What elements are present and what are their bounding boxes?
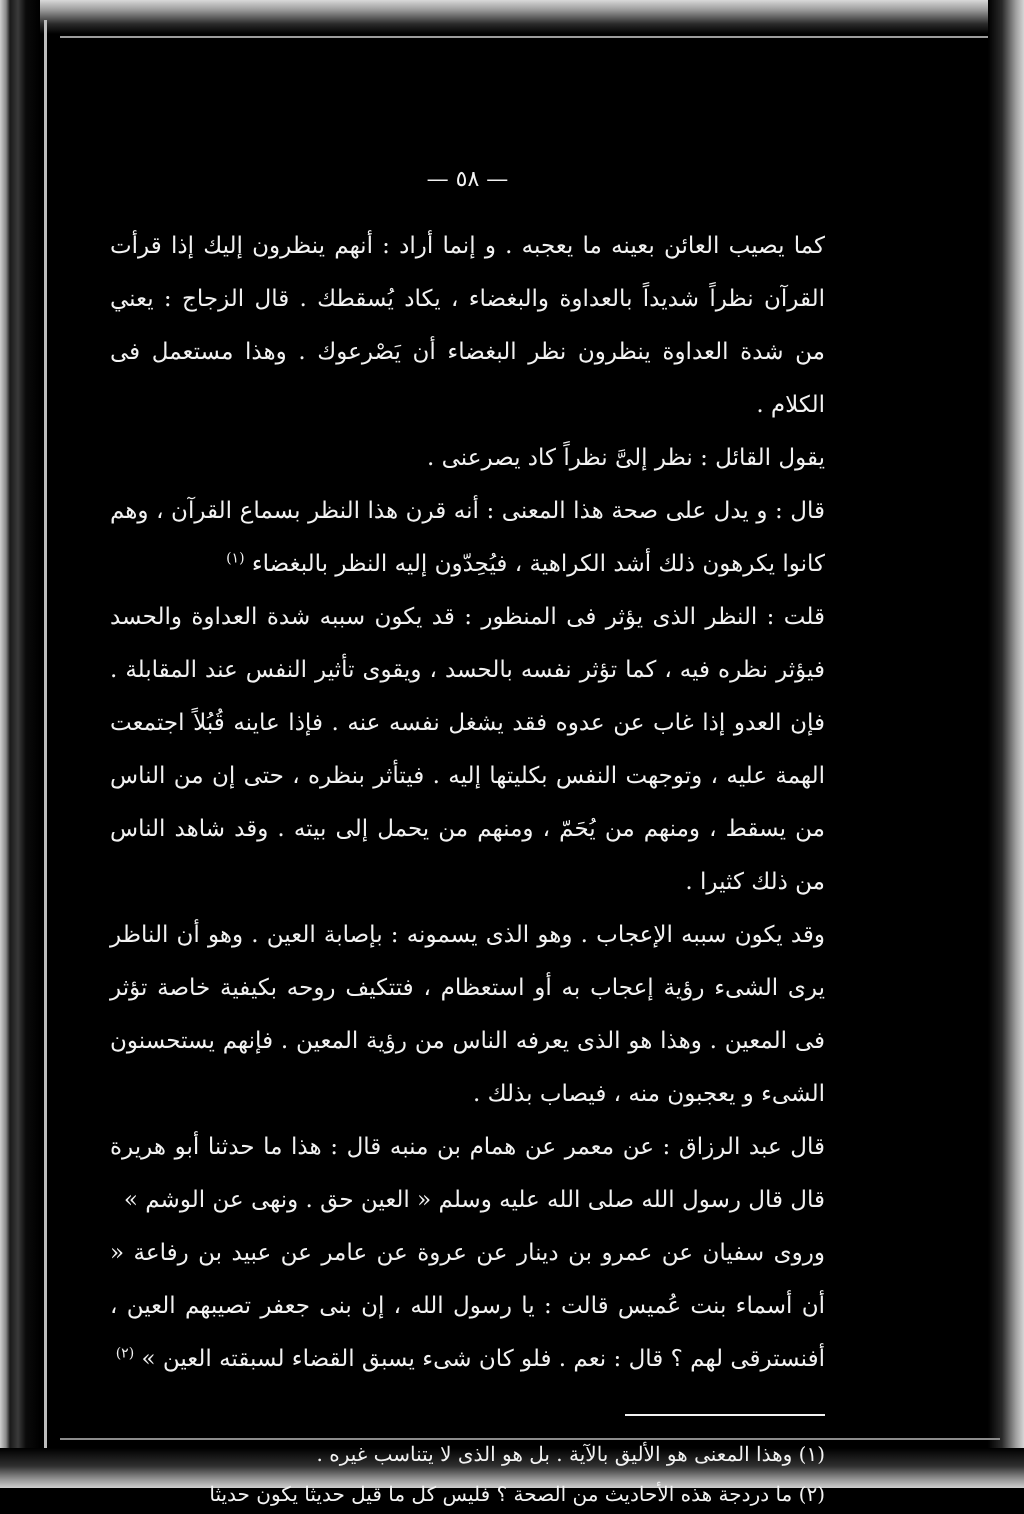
scan-border-top <box>0 0 1024 34</box>
scan-line-left <box>44 20 47 1460</box>
footnote: (١) وهذا المعنى هو الأليق بالآية . بل هو الذى لا يتناسب غيره . <box>316 1442 825 1466</box>
paragraph: يقول القائل : نظر إلىَّ نظراً كاد يصرعنى . <box>427 445 825 471</box>
paragraph: قال عبد الرزاق : عن معمر عن همام بن منبه قال : هذا ما حدثنا أبو هريرة قال قال رسول الله صلى الله عليه وسلم « العين حق . ونهى عن الوشم » <box>110 1134 825 1213</box>
scan-line-top <box>60 36 1000 38</box>
page-number: — ٥٨ — <box>426 167 509 192</box>
paragraph: كما يصيب العائن بعينه ما يعجبه . و إنما أراد : أنهم ينظرون إليك إذا قرأت القرآن نظراً شديداً بالعداوة والبغضاء ، يكاد يُسقطك . قال الزجاج : يعني من شدة العداوة ينظرون نظر البغضاء أن يَصْرعوك . وهذا مستعمل فى الكلام . <box>110 233 825 418</box>
paragraph-text: قال : و يدل على صحة هذا المعنى : أنه قرن هذا النظر بسماع القرآن ، وهم كانوا يكرهون ذلك أشد الكراهية ، فيُحِدّون إليه النظر بالبغضاء <box>110 498 825 577</box>
footnote: (٢) ما دردجة هذه الأحاديث من الصحة ؟ فليس كل ما قيل حديثا يكون حديثا <box>209 1482 825 1506</box>
footnote-marker: (٢) <box>115 1345 135 1362</box>
scan-border-left <box>0 0 40 1488</box>
paragraph-text: وروى سفيان عن عمرو بن دينار عن عروة عن عامر عن عبيد بن رفاعة « أن أسماء بنت عُميس قالت : يا رسول الله ، إن بنى جعفر تصيبهم العين ، أفنسترقى لهم ؟ قال : نعم . فلو كان شىء يسبق القضاء لسبقته العين » <box>110 1240 825 1372</box>
paragraph <box>110 1227 825 1386</box>
page-content <box>110 160 825 1506</box>
paragraph: وقد يكون سببه الإعجاب . وهو الذى يسمونه : بإصابة العين . وهو أن الناظر يرى الشىء رؤية إعجاب به أو استعظام ، فتتكيف روحه بكيفية خاصة تؤثر فى المعين . وهذا هو الذى يعرفه الناس من رؤية المعين . فإنهم يستحسنون الشىء و يعجبون منه ، فيصاب بذلك . <box>110 922 825 1107</box>
footnote-separator <box>625 1414 825 1416</box>
paragraph <box>110 485 825 591</box>
body-text <box>110 220 825 1386</box>
footnote-marker: (١) <box>226 550 245 567</box>
scan-border-right <box>988 0 1024 1488</box>
footnotes <box>110 1434 825 1514</box>
paragraph: قلت : النظر الذى يؤثر فى المنظور : قد يكون سببه شدة العداوة والحسد فيؤثر نظره فيه ، كما تؤثر نفسه بالحسد ، ويقوى تأثير النفس عند المقابلة . فإن العدو إذا غاب عن عدوه فقد يشغل نفسه عنه . فإذا عاينه قُبُلاً اجتمعت الهمة عليه ، وتوجهت النفس بكليتها إليه . فيتأثر بنظره ، حتى إن من الناس من يسقط ، ومنهم من يُحَمّ ، ومنهم من يحمل إلى بيته . وقد شاهد الناس من ذلك كثيرا . <box>110 604 825 895</box>
